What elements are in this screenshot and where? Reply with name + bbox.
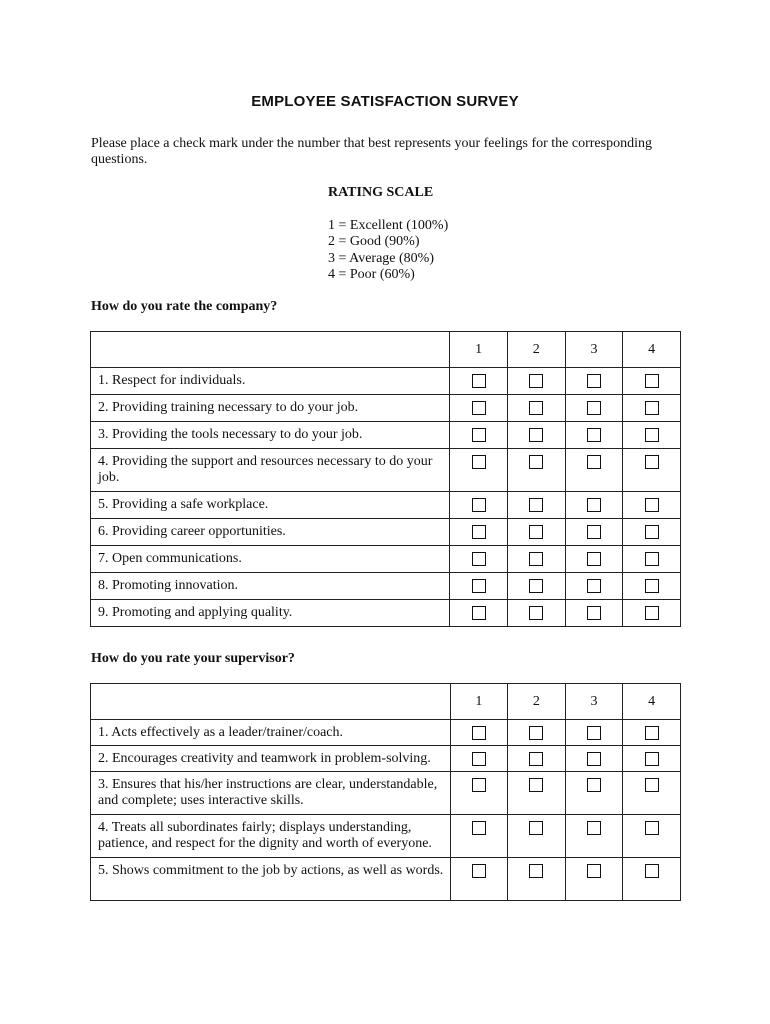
rating-checkbox[interactable] [645, 401, 659, 415]
rating-checkbox[interactable] [472, 778, 486, 792]
table-row [91, 546, 681, 573]
rating-checkbox[interactable] [587, 864, 601, 878]
rating-column-header: 3 [565, 332, 623, 368]
rating-scale-item: 4 = Poor (60%) [328, 267, 415, 282]
rating-checkbox[interactable] [587, 374, 601, 388]
supervisor-section-heading: How do you rate your supervisor? [91, 651, 295, 666]
question-text: 1. Respect for individuals. [91, 368, 450, 395]
table-row [91, 720, 681, 746]
question-text: 2. Providing training necessary to do your job. [91, 395, 450, 422]
rating-checkbox[interactable] [645, 455, 659, 469]
rating-scale-heading: RATING SCALE [328, 185, 434, 200]
rating-column-header: 1 [450, 684, 508, 720]
rating-checkbox[interactable] [645, 726, 659, 740]
rating-checkbox[interactable] [472, 428, 486, 442]
rating-column-header: 2 [507, 332, 565, 368]
rating-checkbox[interactable] [472, 579, 486, 593]
rating-checkbox[interactable] [472, 606, 486, 620]
rating-checkbox[interactable] [529, 401, 543, 415]
table-row [91, 600, 681, 627]
rating-scale-item: 2 = Good (90%) [328, 234, 420, 249]
rating-checkbox[interactable] [472, 552, 486, 566]
question-text: 5. Providing a safe workplace. [91, 492, 450, 519]
question-text: 4. Providing the support and resources necessary to do your job. [91, 449, 450, 492]
rating-checkbox[interactable] [587, 821, 601, 835]
rating-checkbox[interactable] [645, 428, 659, 442]
rating-checkbox[interactable] [587, 726, 601, 740]
rating-scale-item: 1 = Excellent (100%) [328, 217, 449, 233]
rating-checkbox[interactable] [472, 455, 486, 469]
rating-column-header: 2 [508, 684, 566, 720]
rating-checkbox[interactable] [472, 374, 486, 388]
rating-checkbox[interactable] [529, 455, 543, 469]
question-text: 1. Acts effectively as a leader/trainer/coach. [91, 720, 451, 746]
rating-checkbox[interactable] [587, 525, 601, 539]
rating-checkbox[interactable] [587, 455, 601, 469]
question-text: 9. Promoting and applying quality. [91, 600, 450, 627]
rating-column-header: 4 [623, 684, 681, 720]
question-text: 7. Open communications. [91, 546, 450, 573]
table-row [91, 746, 681, 772]
rating-checkbox[interactable] [645, 552, 659, 566]
rating-checkbox[interactable] [645, 606, 659, 620]
table-row [91, 573, 681, 600]
rating-checkbox[interactable] [529, 606, 543, 620]
page-title: EMPLOYEE SATISFACTION SURVEY [251, 93, 519, 110]
rating-checkbox[interactable] [472, 525, 486, 539]
question-text: 3. Providing the tools necessary to do your job. [91, 422, 450, 449]
rating-checkbox[interactable] [472, 752, 486, 766]
question-text: 5. Shows commitment to the job by actions, as well as words. [91, 858, 451, 901]
question-text: 6. Providing career opportunities. [91, 519, 450, 546]
table-row [91, 772, 681, 815]
table-header-row [91, 332, 681, 368]
rating-checkbox[interactable] [645, 864, 659, 878]
rating-checkbox[interactable] [472, 498, 486, 512]
rating-checkbox[interactable] [587, 552, 601, 566]
rating-checkbox[interactable] [529, 752, 543, 766]
rating-checkbox[interactable] [587, 401, 601, 415]
rating-checkbox[interactable] [529, 525, 543, 539]
table-row [91, 395, 681, 422]
rating-column-header: 4 [623, 332, 681, 368]
rating-checkbox[interactable] [587, 579, 601, 593]
instructions-text: Please place a check mark under the number that best represents your feelings for the corresponding questions. [91, 136, 652, 167]
rating-checkbox[interactable] [529, 552, 543, 566]
table-row [91, 422, 681, 449]
table-row [91, 492, 681, 519]
rating-checkbox[interactable] [645, 752, 659, 766]
rating-checkbox[interactable] [529, 726, 543, 740]
question-column-header [91, 684, 451, 720]
rating-checkbox[interactable] [529, 864, 543, 878]
rating-scale [328, 185, 448, 284]
rating-checkbox[interactable] [645, 374, 659, 388]
question-text: 8. Promoting innovation. [91, 573, 450, 600]
rating-checkbox[interactable] [645, 579, 659, 593]
question-column-header [91, 332, 450, 368]
question-text: 3. Ensures that his/her instructions are clear, understandable, and complete; uses interactive skills. [91, 772, 451, 815]
table-row [91, 368, 681, 395]
rating-checkbox[interactable] [529, 778, 543, 792]
rating-checkbox[interactable] [645, 525, 659, 539]
rating-checkbox[interactable] [587, 498, 601, 512]
supervisor-rating-table [90, 683, 681, 901]
table-row [91, 449, 681, 492]
question-text: 4. Treats all subordinates fairly; displays understanding, patience, and respect for the dignity and worth of everyone. [91, 815, 451, 858]
rating-checkbox[interactable] [472, 726, 486, 740]
rating-checkbox[interactable] [587, 778, 601, 792]
rating-checkbox[interactable] [529, 374, 543, 388]
rating-checkbox[interactable] [645, 821, 659, 835]
table-row [91, 815, 681, 858]
rating-column-header: 3 [565, 684, 623, 720]
table-header-row [91, 684, 681, 720]
rating-checkbox[interactable] [472, 821, 486, 835]
rating-checkbox[interactable] [645, 498, 659, 512]
rating-checkbox[interactable] [529, 428, 543, 442]
rating-checkbox[interactable] [587, 752, 601, 766]
rating-checkbox[interactable] [529, 821, 543, 835]
company-section-heading: How do you rate the company? [91, 299, 278, 314]
rating-scale-item: 3 = Average (80%) [328, 250, 434, 266]
rating-checkbox[interactable] [587, 428, 601, 442]
rating-column-header: 1 [450, 332, 508, 368]
rating-checkbox[interactable] [645, 778, 659, 792]
rating-checkbox[interactable] [472, 864, 486, 878]
question-text: 2. Encourages creativity and teamwork in problem-solving. [91, 746, 451, 772]
table-row [91, 519, 681, 546]
table-row [91, 858, 681, 901]
company-rating-table [90, 331, 681, 627]
rating-checkbox[interactable] [472, 401, 486, 415]
rating-checkbox[interactable] [529, 498, 543, 512]
rating-checkbox[interactable] [587, 606, 601, 620]
rating-checkbox[interactable] [529, 579, 543, 593]
